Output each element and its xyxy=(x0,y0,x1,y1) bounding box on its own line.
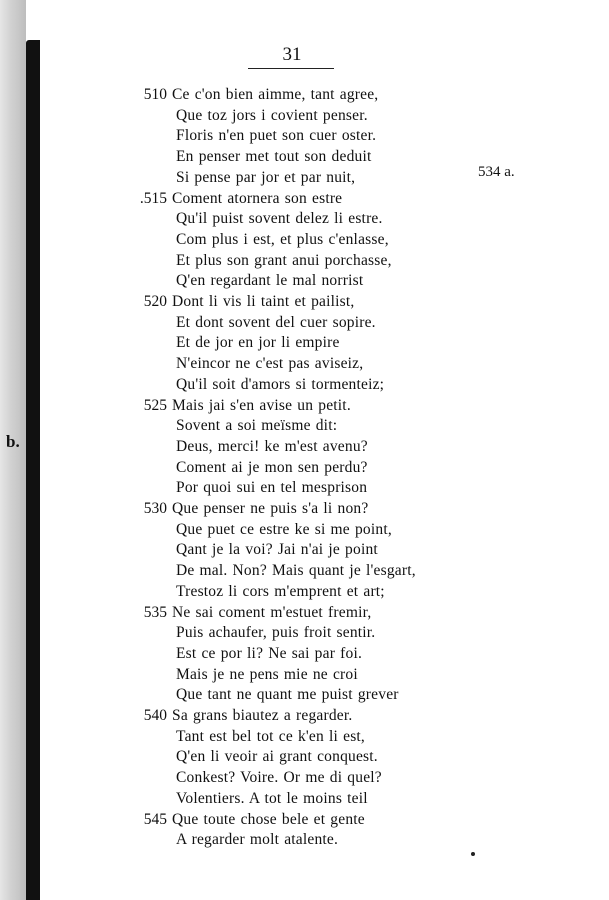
verse-line: Si pense par jor et par nuit, xyxy=(176,168,356,186)
margin-note-right: 534 a. xyxy=(478,164,515,180)
verse-line: De mal. Non? Mais quant je l'esgart, xyxy=(176,562,416,580)
page-number-rule xyxy=(248,68,334,69)
verse-line-number: 535 xyxy=(143,603,167,621)
verse-line: N'eincor ne c'est pas aviseiz, xyxy=(176,355,364,373)
verse-line: Mais je ne pens mie ne croi xyxy=(176,665,358,683)
verse-line: Et dont sovent del cuer sopire. xyxy=(176,313,376,331)
verse-line: A regarder molt atalente. xyxy=(176,831,339,849)
verse-line: Coment ai je mon sen perdu? xyxy=(176,458,368,476)
verse-line: Mais jai s'en avise un petit. xyxy=(172,396,351,414)
page-number: 31 xyxy=(282,44,302,65)
verse-line: Deus, merci! ke m'est avenu? xyxy=(176,437,368,455)
verse-line: Sovent a soi meïsme dit: xyxy=(176,417,338,435)
verse-line: En penser met tout son deduit xyxy=(176,148,372,166)
verse-line: Et plus son grant anui porchasse, xyxy=(176,251,392,269)
verse-line-number: 545 xyxy=(143,810,167,828)
verse-line-number: 540 xyxy=(143,707,167,724)
verse-line: Sa grans biautez a regarder. xyxy=(172,707,353,724)
verse-line: Que penser ne puis s'a li non? xyxy=(172,500,369,517)
verse-line-number: 510 xyxy=(143,86,167,103)
verse-line: Tant est bel tot ce k'en li est, xyxy=(176,727,366,745)
verse-line: Qu'il soit d'amors si tormenteiz; xyxy=(176,375,385,393)
verse-line: Est ce por li? Ne sai par foi. xyxy=(176,644,363,662)
verse-line-number: 525 xyxy=(143,396,167,414)
verse-line: Qu'il puist sovent delez li estre. xyxy=(176,210,383,228)
verse-line: Ce c'on bien aimme, tant agree, xyxy=(172,86,379,103)
verse-line: Et de jor en jor li empire xyxy=(176,334,340,352)
verse-line: Q'en li veoir ai grant conquest. xyxy=(176,748,378,766)
verse-line: Qant je la voi? Jai n'ai je point xyxy=(176,541,378,559)
verse-line: Puis achaufer, puis froit sentir. xyxy=(176,624,376,642)
verse-line-number: 530 xyxy=(143,500,167,517)
verse-line: Com plus i est, et plus c'enlasse, xyxy=(176,230,389,248)
verse-line: Por quoi sui en tel mesprison xyxy=(176,479,368,497)
verse-line: Floris n'en puet son cuer oster. xyxy=(176,127,377,145)
verse-line: Que tant ne quant me puist grever xyxy=(176,686,399,704)
verse-line: Que toz jors i covient penser. xyxy=(176,106,368,124)
verse-line: Que puet ce estre ke si me point, xyxy=(176,520,392,538)
verse-line: Conkest? Voire. Or me di quel? xyxy=(176,769,382,787)
verse-line: Que toute chose bele et gente xyxy=(172,810,365,828)
verse-line-number: .515 xyxy=(139,189,167,207)
verse-line: Trestoz li cors m'emprent et art; xyxy=(176,582,385,600)
margin-note-left: b. xyxy=(6,432,20,451)
verse-line-number: 520 xyxy=(143,293,167,310)
verse-line: Q'en regardant le mal norrist xyxy=(176,272,364,290)
verse-line: Dont li vis li taint et pailist, xyxy=(172,293,355,310)
ink-speck xyxy=(471,852,475,856)
verse-line: Volentiers. A tot le moins teil xyxy=(176,789,368,807)
verse-line: Ne sai coment m'estuet fremir, xyxy=(172,603,372,621)
book-spine-shadow xyxy=(26,40,40,900)
verse-line: Coment atornera son estre xyxy=(172,189,343,207)
